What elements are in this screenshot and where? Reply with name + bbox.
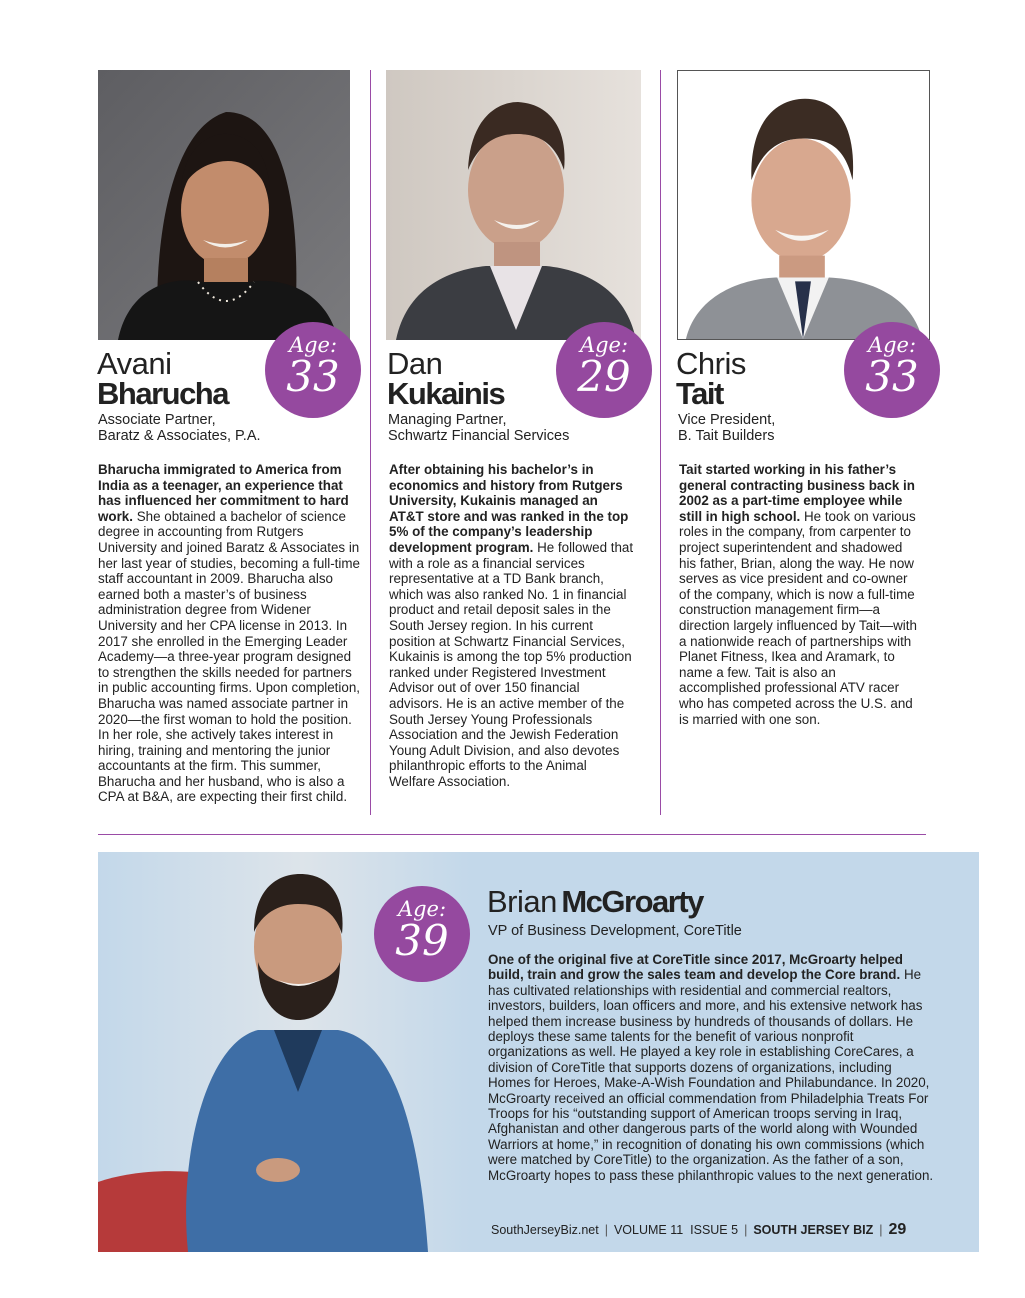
profile-title-line2: Schwartz Financial Services bbox=[388, 428, 570, 444]
age-badge bbox=[265, 322, 361, 418]
age-badge bbox=[374, 886, 470, 982]
page-footer bbox=[491, 1221, 906, 1239]
footer-separator: | bbox=[604, 1223, 608, 1237]
section-divider bbox=[98, 834, 926, 835]
age-value: 29 bbox=[577, 352, 631, 401]
bio-body: He took on various roles in the company, from carpenter to project superintendent and shadowed his father, Brian, along the way. He now serves as vice president and co-owner of the company, which is now a full-time construction management firm—a direction largely influenced by Tait—with a nationwide reach of partnerships with Planet Fitness, Ikea and Aramark, to name a few. Tait is also an accomplished professional ATV racer who has competed across the U.S. and is married with one son. bbox=[679, 508, 917, 727]
photo-dan-kukainis bbox=[386, 70, 641, 340]
profile-bio bbox=[679, 462, 917, 727]
profile-last-name: Tait bbox=[676, 376, 723, 411]
feature-name bbox=[487, 884, 703, 920]
age-badge bbox=[556, 322, 652, 418]
profile-first-name: Dan bbox=[387, 346, 443, 381]
footer-site: SouthJerseyBiz.net bbox=[491, 1223, 599, 1237]
feature-last-name: McGroarty bbox=[561, 884, 703, 919]
profile-bio bbox=[389, 462, 635, 789]
profile-title-line1: Vice President, bbox=[678, 412, 776, 428]
column-divider bbox=[370, 70, 371, 815]
age-label: Age: bbox=[397, 897, 447, 921]
footer-separator: | bbox=[879, 1223, 883, 1237]
profile-title bbox=[678, 412, 775, 444]
profile-first-name: Avani bbox=[97, 346, 172, 381]
bio-lead: One of the original five at CoreTitle since 2017, McGroarty helped build, train and grow the sales team and develop the Core brand. bbox=[488, 952, 903, 983]
profile-title-line1: Managing Partner, bbox=[388, 412, 507, 428]
photo-chris-tait bbox=[677, 70, 930, 340]
photo-avani-bharucha bbox=[98, 70, 350, 340]
feature-panel bbox=[98, 852, 979, 1252]
page-number: 29 bbox=[888, 1221, 907, 1238]
footer-separator: | bbox=[744, 1223, 748, 1237]
profile-title-line2: Baratz & Associates, P.A. bbox=[98, 428, 261, 444]
footer-publication: SOUTH JERSEY BIZ bbox=[753, 1223, 874, 1237]
profile-title-line1: Associate Partner, bbox=[98, 412, 216, 428]
profile-last-name: Kukainis bbox=[387, 376, 505, 411]
profile-title-line2: B. Tait Builders bbox=[678, 428, 775, 444]
age-badge bbox=[844, 322, 940, 418]
profile-title bbox=[98, 412, 261, 444]
age-value: 33 bbox=[286, 352, 340, 401]
age-label: Age: bbox=[867, 333, 917, 357]
age-value: 39 bbox=[395, 916, 449, 965]
bio-body: She obtained a bachelor of science degree in accounting from Rutgers University and joined Baratz & Associates in her last year of studies, becoming a full-time staff accountant in 2009. Bharucha also earned both a master’s of business administration degree from Widener University and her CPA license in 2013. In 2017 she enrolled in the Emerging Leader Academy—a three-year program designed to strengthen the skills needed for partners in public accounting firms. Upon completion, Bharucha was named associate partner in 2020—the first woman to hold the position. In her role, she actively takes interest in hiring, training and mentoring the junior accountants at the firm. This summer, Bharucha and her husband, who is also a CPA at B&A, are expecting their first child. bbox=[98, 508, 360, 805]
bio-lead: Tait started working in his father’s general contracting business back in 2002 as a part-time employee while still in high school. bbox=[679, 462, 915, 524]
feature-title: VP of Business Development, CoreTitle bbox=[488, 923, 742, 939]
bio-lead: Bharucha immigrated to America from India as a teenager, an experience that has influenced her commitment to hard work. bbox=[98, 462, 349, 524]
profile-bio bbox=[98, 462, 360, 805]
age-label: Age: bbox=[288, 333, 338, 357]
profile-first-name: Chris bbox=[676, 346, 746, 381]
column-divider bbox=[660, 70, 661, 815]
feature-first-name: Brian bbox=[487, 884, 557, 919]
age-label: Age: bbox=[579, 333, 629, 357]
bio-lead: After obtaining his bachelor’s in economics and history from Rutgers University, Kukainis managed an AT&T store and was ranked in the top 5% of the company’s leadership development program. bbox=[389, 462, 629, 555]
footer-issue: VOLUME 11 ISSUE 5 bbox=[613, 1223, 739, 1237]
feature-bio bbox=[488, 952, 936, 1183]
profile-last-name: Bharucha bbox=[97, 376, 228, 411]
age-value: 33 bbox=[865, 352, 919, 401]
bio-body: He has cultivated relationships with residential and commercial realtors, investors, builders, loan officers and more, and his extensive network has helped them increase business by hundreds of thousands of dollars. He deploys these same talents for the benefit of various nonprofit organizations as well. He played a key role in establishing CoreCares, a division of CoreTitle that supports dozens of organizations, including Homes for Heroes, Make-A-Wish Foundation and Philabundance. In 2020, McGroarty received an official commendation from Philadelphia Treats For Troops for his “outstanding support of American troops serving in Iraq, Afghanistan and other dangerous parts of the world along with Wounded Warriors at home,” in recognition of donating his own commissions (which were matched by CoreTitle) to the organization. As the father of a son, McGroarty hopes to pass these philanthropic values to the next generation. bbox=[488, 967, 934, 1183]
profile-title bbox=[388, 412, 569, 444]
bio-body: He followed that with a role as a financial services representative at a TD Bank branch, which was also ranked No. 1 in financial product and retail deposit sales in the South Jersey region. In his current position at Schwartz Financial Services, Kukainis is among the top 5% production ranked under Registered Investment Advisor out of over 150 financial advisors. He is an active member of the South Jersey Young Professionals Association and the Jewish Federation Young Adult Division, and also devotes philanthropic efforts to the Animal Welfare Association. bbox=[389, 539, 634, 789]
